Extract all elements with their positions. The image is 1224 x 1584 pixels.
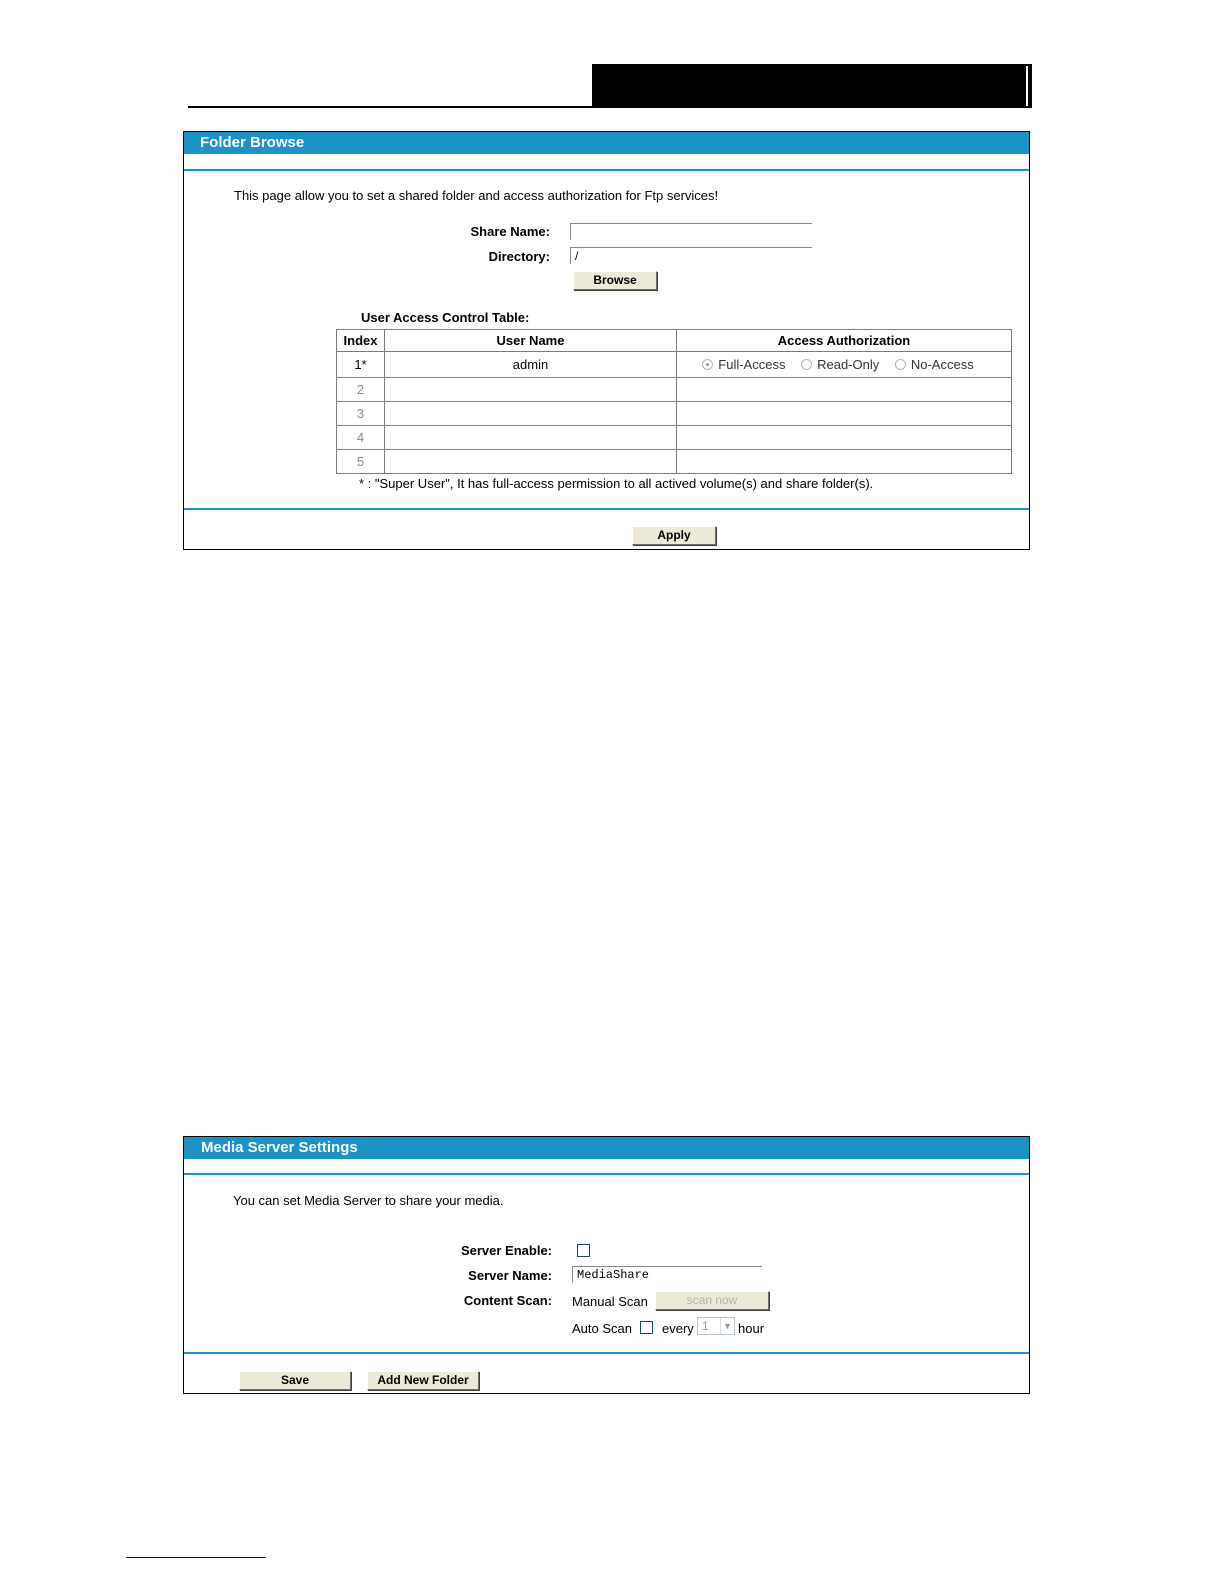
header-rule bbox=[188, 106, 1032, 108]
read-only-label: Read-Only bbox=[817, 357, 880, 372]
save-button[interactable]: Save bbox=[239, 1371, 351, 1390]
row-access bbox=[677, 426, 1012, 450]
row-index: 1* bbox=[337, 352, 385, 378]
row-access bbox=[677, 402, 1012, 426]
full-access-label: Full-Access bbox=[718, 357, 786, 372]
folder-browse-panel bbox=[183, 131, 1030, 550]
folder-browse-title: Folder Browse bbox=[184, 132, 1029, 154]
add-new-folder-button[interactable]: Add New Folder bbox=[367, 1371, 479, 1390]
server-enable-checkbox[interactable] bbox=[577, 1244, 590, 1257]
footer-link-underline bbox=[126, 1557, 266, 1558]
no-access-radio[interactable] bbox=[895, 357, 986, 372]
media-server-description: You can set Media Server to share your media. bbox=[233, 1193, 504, 1208]
read-only-radio[interactable] bbox=[801, 357, 891, 372]
hour-label: hour bbox=[738, 1321, 765, 1336]
server-name-input[interactable] bbox=[572, 1266, 762, 1283]
column-header-user-name: User Name bbox=[385, 330, 677, 352]
media-server-title: Media Server Settings bbox=[184, 1137, 1029, 1159]
folder-browse-description: This page allow you to set a shared folder and access authorization for Ftp services! bbox=[234, 188, 719, 203]
auto-scan-label: Auto Scan bbox=[572, 1321, 632, 1336]
table-header-row bbox=[337, 330, 1012, 352]
column-header-access: Access Authorization bbox=[677, 330, 1012, 352]
radio-icon bbox=[895, 359, 906, 370]
no-access-label: No-Access bbox=[910, 357, 974, 372]
media-server-bottom-rule bbox=[184, 1352, 1029, 1354]
row-user-name bbox=[385, 426, 677, 450]
row-index: 5 bbox=[337, 450, 385, 474]
full-access-radio[interactable] bbox=[702, 357, 797, 372]
folder-browse-top-rule bbox=[184, 169, 1029, 171]
scan-interval-value: 1 bbox=[702, 1319, 709, 1333]
radio-selected-icon bbox=[702, 359, 713, 370]
server-name-label: Server Name: bbox=[468, 1268, 552, 1283]
super-user-footnote: * : "Super User", It has full-access permission to all actived volume(s) and share folder(s). bbox=[359, 476, 874, 491]
browse-button[interactable]: Browse bbox=[573, 271, 657, 290]
apply-button[interactable]: Apply bbox=[632, 526, 716, 545]
content-scan-label: Content Scan: bbox=[463, 1293, 552, 1308]
table-row bbox=[337, 450, 1012, 474]
row-user-name bbox=[385, 378, 677, 402]
radio-icon bbox=[801, 359, 812, 370]
row-access bbox=[677, 378, 1012, 402]
row-user-name bbox=[385, 450, 677, 474]
scan-now-button[interactable]: scan now bbox=[655, 1291, 769, 1310]
row-index: 4 bbox=[337, 426, 385, 450]
share-name-input[interactable] bbox=[570, 223, 812, 240]
row-access bbox=[677, 450, 1012, 474]
row-index: 2 bbox=[337, 378, 385, 402]
directory-input[interactable] bbox=[570, 247, 812, 264]
media-server-panel bbox=[183, 1136, 1030, 1394]
table-row bbox=[337, 402, 1012, 426]
manual-scan-label: Manual Scan bbox=[572, 1294, 648, 1309]
row-index: 3 bbox=[337, 402, 385, 426]
folder-browse-bottom-rule bbox=[184, 508, 1029, 510]
column-header-index: Index bbox=[337, 330, 385, 352]
row-user-name bbox=[385, 402, 677, 426]
table-row bbox=[337, 378, 1012, 402]
auto-scan-checkbox[interactable] bbox=[640, 1321, 653, 1334]
row-user-name: admin bbox=[385, 352, 677, 378]
header-black-block bbox=[592, 64, 1032, 108]
directory-label: Directory: bbox=[488, 249, 550, 264]
every-label: every bbox=[662, 1321, 694, 1336]
table-row bbox=[337, 426, 1012, 450]
table-row bbox=[337, 352, 1012, 378]
scan-interval-select[interactable] bbox=[697, 1317, 735, 1335]
access-radio-group bbox=[677, 352, 1012, 378]
media-server-top-rule bbox=[184, 1173, 1029, 1175]
chevron-down-icon: ▼ bbox=[720, 1318, 734, 1334]
share-name-label: Share Name: bbox=[470, 224, 550, 239]
header-divider bbox=[1026, 66, 1028, 106]
user-access-table bbox=[336, 329, 1012, 474]
server-enable-label: Server Enable: bbox=[460, 1243, 552, 1258]
user-access-table-title: User Access Control Table: bbox=[361, 310, 530, 325]
